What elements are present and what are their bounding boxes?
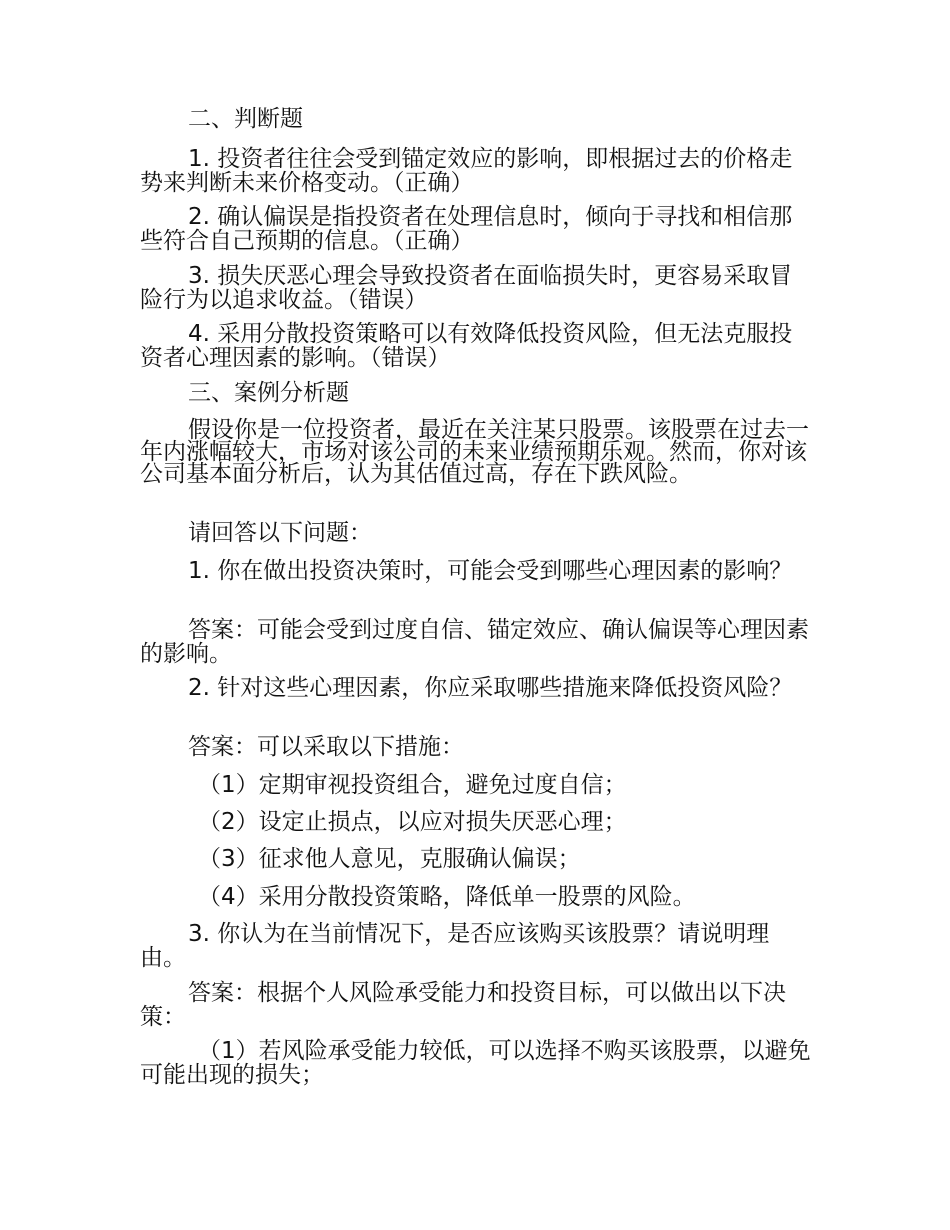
section-heading-judgment: 二、判断题 (188, 106, 303, 132)
answer-3: 答案：根据个人风险承受能力和投资目标，可以做出以下决策： (140, 980, 786, 1030)
judgment-item-2: 2. 确认偏误是指投资者在处理信息时，倾向于寻找和相信那些符合自己预期的信息。（正确） (140, 204, 793, 254)
judgment-item-3: 3. 损失厌恶心理会导致投资者在面临损失时，更容易采取冒险行为以追求收益。（错误） (140, 263, 793, 313)
judgment-item-4: 4. 采用分散投资策略可以有效降低投资风险，但无法克服投资者心理因素的影响。（错误） (140, 321, 793, 371)
answer-1: 答案：可能会受到过度自信、锚定效应、确认偏误等心理因素的影响。 (140, 617, 809, 667)
case-scenario: 假设你是一位投资者，最近在关注某只股票。该股票在过去一年内涨幅较大，市场对该公司的未来业绩预期乐观。然而，你对该公司基本面分析后，认为其估值过高，存在下跌风险。 (140, 417, 809, 487)
measure-4: （4）采用分散投资策略，降低单一股票的风险。 (198, 884, 696, 910)
measure-1: （1）定期审视投资组合，避免过度自信； (198, 772, 627, 798)
question-3: 3. 你认为在当前情况下，是否应该购买该股票？请说明理由。 (140, 921, 770, 971)
measure-2: （2）设定止损点，以应对损失厌恶心理； (198, 809, 627, 835)
judgment-item-1: 1. 投资者往往会受到锚定效应的影响，即根据过去的价格走势来判断未来价格变动。（正确） (140, 146, 793, 196)
measure-3: （3）征求他人意见，克服确认偏误； (198, 846, 581, 872)
decision-1: （1）若风险承受能力较低，可以选择不购买该股票，以避免可能出现的损失； (140, 1038, 811, 1088)
answer-2: 答案：可以采取以下措施： (188, 734, 464, 760)
section-heading-case: 三、案例分析题 (188, 380, 349, 406)
case-prompt: 请回答以下问题： (188, 520, 372, 546)
question-1: 1. 你在做出投资决策时，可能会受到哪些心理因素的影响？ (188, 558, 793, 584)
question-2: 2. 针对这些心理因素，你应采取哪些措施来降低投资风险？ (188, 675, 793, 701)
